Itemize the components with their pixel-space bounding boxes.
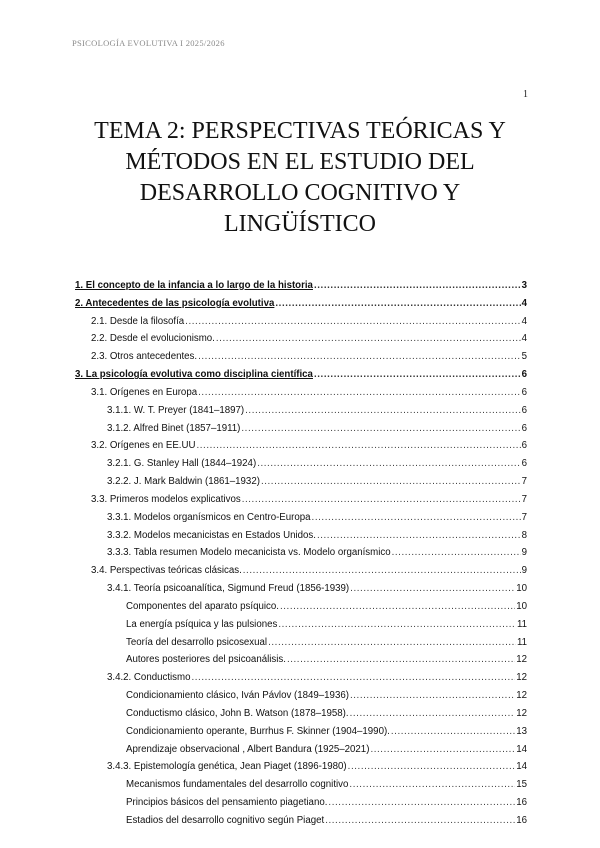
toc-entry-label: Conductismo clásico, John B. Watson (1878–1958). bbox=[126, 707, 349, 719]
toc-leader bbox=[370, 741, 515, 759]
toc-entry-label: 2.3. Otros antecedentes. bbox=[91, 351, 198, 363]
toc-entry-label: 3.3.2. Modelos mecanicistas en Estados Unidos. bbox=[107, 529, 316, 541]
toc-entry-label: 3.4.3. Epistemología genética, Jean Piaget (1896-1980) bbox=[107, 761, 347, 773]
toc-entry-page: 6 bbox=[521, 458, 527, 470]
toc-leader bbox=[312, 509, 521, 527]
toc-leader bbox=[350, 580, 515, 598]
toc-entry[interactable] bbox=[75, 634, 527, 652]
toc-entry-label: 3.1. Orígenes en Europa bbox=[91, 386, 198, 398]
toc-entry-page: 16 bbox=[516, 814, 527, 826]
toc-entry-page: 12 bbox=[516, 690, 527, 702]
toc-entry-label: 3.2.2. J. Mark Baldwin (1861–1932) bbox=[107, 476, 260, 488]
toc-entry-page: 7 bbox=[521, 511, 527, 523]
toc-entry[interactable] bbox=[75, 758, 527, 776]
toc-leader bbox=[198, 384, 521, 402]
toc-leader bbox=[245, 402, 520, 420]
toc-entry-label: 2.2. Desde el evolucionismo. bbox=[91, 333, 215, 345]
toc-entry-label: Estadios del desarrollo cognitivo según Piaget bbox=[126, 814, 325, 826]
toc-entry[interactable] bbox=[75, 705, 527, 723]
toc-leader bbox=[242, 491, 521, 509]
toc-entry[interactable] bbox=[75, 313, 527, 331]
page-number: 1 bbox=[523, 89, 528, 100]
toc-entry-page: 12 bbox=[516, 654, 527, 666]
toc-entry[interactable] bbox=[75, 277, 527, 295]
toc-entry-label: 3.3. Primeros modelos explicativos bbox=[91, 493, 241, 505]
toc-entry[interactable] bbox=[75, 812, 527, 830]
toc-entry-page: 11 bbox=[516, 618, 527, 630]
toc-entry-label: 2.1. Desde la filosofía bbox=[91, 315, 185, 327]
toc-entry-label: 3.4. Perspectivas teóricas clásicas. bbox=[91, 565, 242, 577]
toc-leader bbox=[268, 634, 516, 652]
toc-leader bbox=[328, 794, 515, 812]
toc-entry[interactable] bbox=[75, 776, 527, 794]
toc-entry-page: 9 bbox=[521, 547, 527, 559]
toc-entry[interactable] bbox=[75, 544, 527, 562]
toc-leader bbox=[391, 723, 515, 741]
toc-entry-page: 6 bbox=[521, 369, 527, 381]
toc-entry[interactable] bbox=[75, 366, 527, 384]
toc-leader bbox=[348, 758, 516, 776]
toc-entry[interactable] bbox=[75, 455, 527, 473]
toc-leader bbox=[198, 348, 521, 366]
toc-leader bbox=[196, 437, 520, 455]
toc-entry-label: Teoría del desarrollo psicosexual bbox=[126, 636, 268, 648]
toc-entry-page: 10 bbox=[516, 600, 527, 612]
toc-entry-page: 10 bbox=[516, 583, 527, 595]
toc-entry-label: Condicionamiento operante, Burrhus F. Skinner (1904–1990). bbox=[126, 725, 390, 737]
toc-entry-label: Autores posteriores del psicoanálisis. bbox=[126, 654, 286, 666]
toc-entry-page: 11 bbox=[516, 636, 527, 648]
toc-entry-page: 6 bbox=[521, 404, 527, 416]
toc-entry-label: 3.2. Orígenes en EE.UU bbox=[91, 440, 196, 452]
toc-entry[interactable] bbox=[75, 420, 527, 438]
toc-entry-label: 3. La psicología evolutiva como disciplina científica bbox=[75, 369, 313, 381]
toc-entry[interactable] bbox=[75, 723, 527, 741]
toc-leader bbox=[314, 277, 521, 295]
title-line: TEMA 2: PERSPECTIVAS TEÓRICAS Y bbox=[94, 118, 506, 144]
title-line: DESARROLLO COGNITIVO Y bbox=[139, 180, 461, 206]
toc-entry[interactable] bbox=[75, 473, 527, 491]
toc-entry[interactable] bbox=[75, 491, 527, 509]
toc-entry-page: 4 bbox=[521, 315, 527, 327]
toc-leader bbox=[243, 562, 521, 580]
toc-entry[interactable] bbox=[75, 562, 527, 580]
toc-leader bbox=[185, 313, 520, 331]
toc-entry-page: 14 bbox=[516, 761, 527, 773]
toc-leader bbox=[191, 669, 515, 687]
toc-entry-page: 12 bbox=[516, 672, 527, 684]
toc-entry[interactable] bbox=[75, 437, 527, 455]
toc-entry-page: 13 bbox=[516, 725, 527, 737]
toc-leader bbox=[317, 527, 521, 545]
running-header: PSICOLOGÍA EVOLUTIVA I 2025/2026 bbox=[72, 38, 225, 48]
toc-entry-label: 1. El concepto de la infancia a lo largo de la historia bbox=[75, 280, 313, 291]
toc-entry[interactable] bbox=[75, 402, 527, 420]
toc-entry[interactable] bbox=[75, 580, 527, 598]
toc-entry-label: 3.4.1. Teoría psicoanalítica, Sigmund Freud (1856-1939) bbox=[107, 583, 350, 595]
toc-entry[interactable] bbox=[75, 794, 527, 812]
toc-entry-page: 7 bbox=[521, 476, 527, 488]
toc-leader bbox=[216, 330, 521, 348]
table-of-contents bbox=[75, 277, 527, 830]
toc-entry-label: 3.3.1. Modelos organísmicos en Centro-Europa bbox=[107, 511, 311, 523]
toc-leader bbox=[261, 473, 521, 491]
toc-entry[interactable] bbox=[75, 384, 527, 402]
toc-entry-label: Aprendizaje observacional , Albert Bandura (1925–2021) bbox=[126, 743, 370, 755]
toc-entry-page: 15 bbox=[516, 779, 527, 791]
toc-entry-label: Principios básicos del pensamiento piagetiano. bbox=[126, 797, 328, 809]
toc-entry-page: 6 bbox=[521, 386, 527, 398]
toc-entry-label: La energía psíquica y las pulsiones bbox=[126, 618, 278, 630]
toc-entry-label: 3.3.3. Tabla resumen Modelo mecanicista vs. Modelo organísmico bbox=[107, 547, 391, 559]
toc-entry-label: Mecanismos fundamentales del desarrollo cognitivo bbox=[126, 779, 349, 791]
toc-entry-page: 16 bbox=[516, 797, 527, 809]
toc-leader bbox=[314, 366, 521, 384]
toc-leader bbox=[350, 687, 515, 705]
title-line: MÉTODOS EN EL ESTUDIO DEL bbox=[125, 149, 475, 175]
toc-leader bbox=[350, 705, 516, 723]
toc-entry[interactable] bbox=[75, 741, 527, 759]
toc-leader bbox=[280, 598, 515, 616]
toc-leader bbox=[349, 776, 515, 794]
toc-entry[interactable] bbox=[75, 669, 527, 687]
toc-entry-label: 2. Antecedentes de las psicología evolutiva bbox=[75, 297, 275, 309]
toc-entry-page: 3 bbox=[521, 280, 527, 291]
toc-entry[interactable] bbox=[75, 687, 527, 705]
toc-entry-label: 3.2.1. G. Stanley Hall (1844–1924) bbox=[107, 458, 257, 470]
toc-entry-page: 14 bbox=[516, 743, 527, 755]
toc-entry[interactable] bbox=[75, 509, 527, 527]
toc-entry-label: Condicionamiento clásico, Iván Pávlov (1849–1936) bbox=[126, 690, 349, 702]
toc-leader bbox=[392, 544, 521, 562]
toc-leader bbox=[325, 812, 515, 830]
toc-entry[interactable] bbox=[75, 651, 527, 669]
toc-entry[interactable] bbox=[75, 598, 527, 616]
toc-entry[interactable] bbox=[75, 616, 527, 634]
toc-leader bbox=[257, 455, 520, 473]
toc-entry-page: 6 bbox=[521, 422, 527, 434]
toc-leader bbox=[275, 295, 520, 313]
toc-entry-page: 8 bbox=[521, 529, 527, 541]
toc-entry-page: 6 bbox=[521, 440, 527, 452]
toc-entry-label: 3.1.1. W. T. Preyer (1841–1897) bbox=[107, 404, 245, 416]
toc-entry-page: 9 bbox=[521, 565, 527, 577]
toc-entry-page: 4 bbox=[521, 297, 527, 309]
toc-entry-label: Componentes del aparato psíquico. bbox=[126, 600, 279, 612]
toc-leader bbox=[287, 651, 515, 669]
toc-entry[interactable] bbox=[75, 330, 527, 348]
toc-entry-page: 5 bbox=[521, 351, 527, 363]
toc-entry-label: 3.4.2. Conductismo bbox=[107, 672, 191, 684]
toc-entry-page: 4 bbox=[521, 333, 527, 345]
toc-entry-label: 3.1.2. Alfred Binet (1857–1911) bbox=[107, 422, 241, 434]
document-title bbox=[40, 116, 560, 240]
toc-entry-page: 7 bbox=[521, 493, 527, 505]
title-line: LINGÜÍSTICO bbox=[224, 211, 376, 237]
toc-entry[interactable] bbox=[75, 527, 527, 545]
toc-entry[interactable] bbox=[75, 295, 527, 313]
toc-entry-page: 12 bbox=[516, 707, 527, 719]
toc-leader bbox=[278, 616, 516, 634]
toc-entry[interactable] bbox=[75, 348, 527, 366]
toc-leader bbox=[241, 420, 520, 438]
